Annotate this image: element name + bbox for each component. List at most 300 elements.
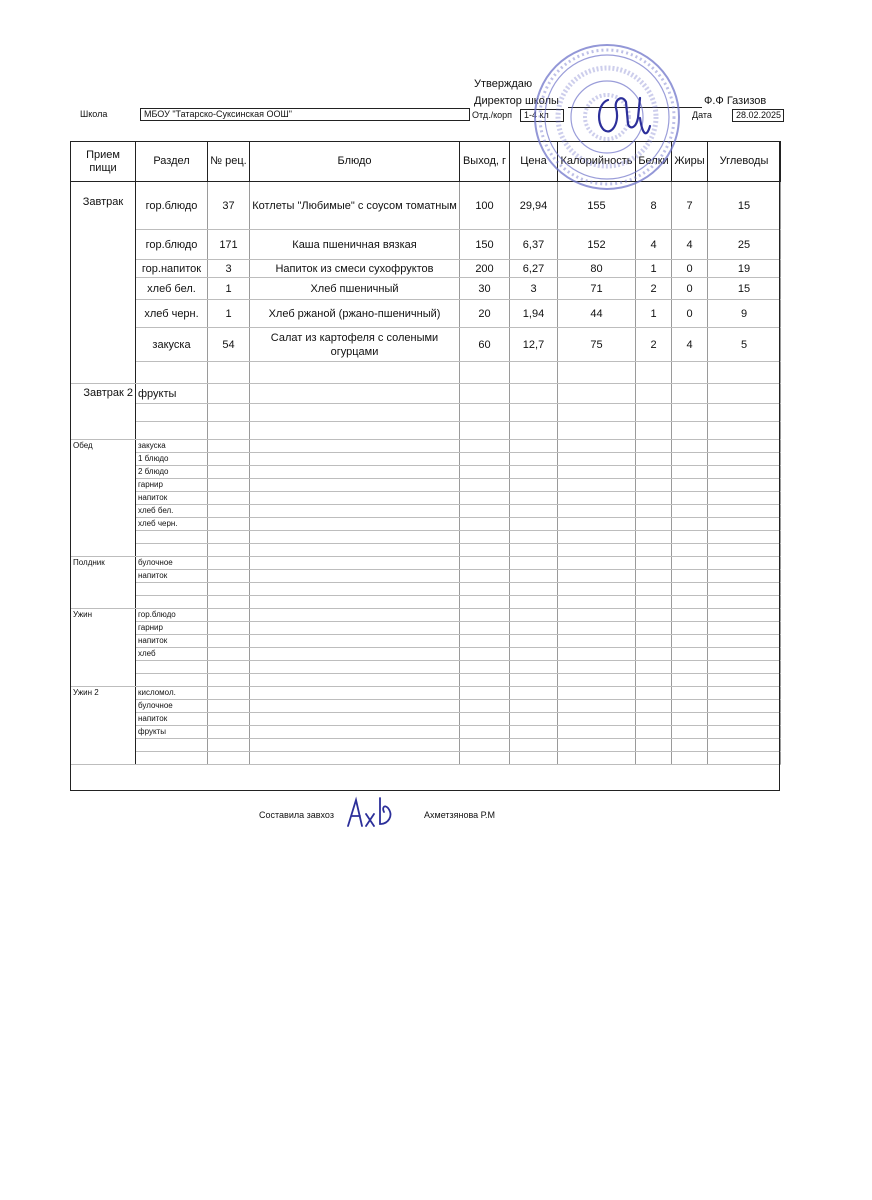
empty-cell <box>636 570 672 583</box>
empty-cell <box>636 583 672 596</box>
empty-cell <box>636 505 672 518</box>
meal-label: Обед <box>71 440 136 557</box>
empty-cell <box>510 544 558 557</box>
empty-cell <box>208 505 250 518</box>
empty-cell <box>558 362 636 384</box>
empty-cell <box>672 422 708 440</box>
director-name: Ф.Ф Газизов <box>704 95 767 107</box>
col-dish: Блюдо <box>250 142 460 182</box>
compiled-signature <box>344 794 402 834</box>
empty-cell <box>250 492 460 505</box>
empty-cell <box>208 362 250 384</box>
table-row <box>71 557 781 570</box>
table-row <box>71 466 781 479</box>
empty-cell <box>636 752 672 765</box>
table-row <box>71 726 781 739</box>
cell-carbs: 15 <box>708 182 781 230</box>
empty-cell <box>510 479 558 492</box>
empty-cell <box>208 739 250 752</box>
table-row <box>71 260 781 278</box>
empty-cell <box>672 440 708 453</box>
empty-cell <box>136 531 208 544</box>
empty-cell <box>208 635 250 648</box>
empty-cell <box>460 492 510 505</box>
empty-cell <box>672 674 708 687</box>
empty-cell <box>510 570 558 583</box>
empty-cell <box>708 518 781 531</box>
empty-cell <box>558 583 636 596</box>
cell-rec: 1 <box>208 278 250 300</box>
empty-cell <box>460 422 510 440</box>
empty-cell <box>636 492 672 505</box>
empty-cell <box>136 422 208 440</box>
empty-cell <box>558 557 636 570</box>
cell-fat: 0 <box>672 260 708 278</box>
empty-cell <box>672 700 708 713</box>
empty-cell <box>250 479 460 492</box>
empty-cell <box>708 687 781 700</box>
empty-cell <box>558 713 636 726</box>
empty-cell <box>510 422 558 440</box>
empty-cell <box>460 570 510 583</box>
cell-carbs: 25 <box>708 230 781 260</box>
empty-cell <box>208 713 250 726</box>
meal-label: Ужин 2 <box>71 687 136 765</box>
empty-cell <box>250 674 460 687</box>
cell-yield: 100 <box>460 182 510 230</box>
empty-cell <box>708 440 781 453</box>
table-row <box>71 278 781 300</box>
empty-cell <box>672 609 708 622</box>
empty-cell <box>672 661 708 674</box>
col-fat: Жиры <box>672 142 708 182</box>
empty-cell <box>636 596 672 609</box>
cell-price: 3 <box>510 278 558 300</box>
empty-cell <box>208 570 250 583</box>
empty-cell <box>208 466 250 479</box>
empty-cell <box>510 674 558 687</box>
empty-cell <box>136 674 208 687</box>
empty-cell <box>636 544 672 557</box>
empty-cell <box>208 687 250 700</box>
table-row <box>71 674 781 687</box>
empty-cell <box>708 635 781 648</box>
cell-kcal: 155 <box>558 182 636 230</box>
empty-cell <box>672 739 708 752</box>
compiled-label: Составила завхоз <box>259 810 334 820</box>
empty-cell <box>672 570 708 583</box>
empty-cell <box>708 622 781 635</box>
table-row <box>71 518 781 531</box>
empty-cell <box>672 362 708 384</box>
col-price: Цена <box>510 142 558 182</box>
cell-price: 6,37 <box>510 230 558 260</box>
empty-cell <box>708 661 781 674</box>
empty-cell <box>460 700 510 713</box>
empty-cell <box>708 453 781 466</box>
empty-cell <box>460 518 510 531</box>
table-row <box>71 596 781 609</box>
cell-rec: 3 <box>208 260 250 278</box>
cell-yield: 30 <box>460 278 510 300</box>
section-label: булочное <box>136 700 208 713</box>
empty-cell <box>510 622 558 635</box>
empty-cell <box>460 661 510 674</box>
empty-cell <box>250 531 460 544</box>
empty-cell <box>460 687 510 700</box>
empty-cell <box>208 492 250 505</box>
dinner-block <box>71 609 781 687</box>
table-row <box>71 453 781 466</box>
empty-cell <box>136 362 208 384</box>
meal-label: Полдник <box>71 557 136 609</box>
empty-cell <box>708 726 781 739</box>
date-label: Дата <box>692 110 712 120</box>
table-row <box>71 404 781 422</box>
empty-cell <box>510 648 558 661</box>
empty-cell <box>672 557 708 570</box>
empty-cell <box>208 674 250 687</box>
meal-label: Ужин <box>71 609 136 687</box>
empty-cell <box>558 404 636 422</box>
meal-label: Завтрак <box>71 182 136 384</box>
cell-section: гор.блюдо <box>136 182 208 230</box>
cell-carbs: 15 <box>708 278 781 300</box>
cell-price: 12,7 <box>510 328 558 362</box>
cell-fat: 4 <box>672 230 708 260</box>
empty-cell <box>672 384 708 404</box>
school-label: Школа <box>80 109 108 119</box>
empty-cell <box>672 479 708 492</box>
table-row <box>71 752 781 765</box>
table-row <box>71 583 781 596</box>
cell-price: 1,94 <box>510 300 558 328</box>
empty-cell <box>672 453 708 466</box>
table-row <box>71 384 781 404</box>
date-field: 28.02.2025 <box>732 109 784 122</box>
cell-rec: 54 <box>208 328 250 362</box>
empty-cell <box>672 687 708 700</box>
empty-cell <box>708 739 781 752</box>
empty-cell <box>636 635 672 648</box>
empty-cell <box>136 544 208 557</box>
empty-cell <box>636 404 672 422</box>
empty-cell <box>636 739 672 752</box>
empty-cell <box>460 404 510 422</box>
empty-cell <box>250 453 460 466</box>
col-recipe: № рец. <box>208 142 250 182</box>
empty-cell <box>136 739 208 752</box>
empty-cell <box>672 531 708 544</box>
empty-cell <box>250 583 460 596</box>
cell-kcal: 152 <box>558 230 636 260</box>
col-protein: Белки <box>636 142 672 182</box>
section-label: гарнир <box>136 622 208 635</box>
empty-cell <box>460 648 510 661</box>
cell-yield: 200 <box>460 260 510 278</box>
empty-cell <box>510 557 558 570</box>
section-label: кисломол. <box>136 687 208 700</box>
cell-carbs: 19 <box>708 260 781 278</box>
cell-section: гор.блюдо <box>136 230 208 260</box>
table-row <box>71 440 781 453</box>
section-label: гарнир <box>136 479 208 492</box>
empty-cell <box>636 726 672 739</box>
empty-cell <box>136 752 208 765</box>
empty-cell <box>510 505 558 518</box>
empty-cell <box>250 609 460 622</box>
empty-cell <box>558 687 636 700</box>
empty-cell <box>510 700 558 713</box>
empty-cell <box>250 752 460 765</box>
empty-cell <box>636 557 672 570</box>
empty-cell <box>250 596 460 609</box>
empty-cell <box>672 466 708 479</box>
empty-cell <box>636 674 672 687</box>
empty-cell <box>460 453 510 466</box>
empty-cell <box>510 404 558 422</box>
empty-cell <box>250 622 460 635</box>
empty-cell <box>208 531 250 544</box>
cell-carbs: 9 <box>708 300 781 328</box>
empty-cell <box>672 492 708 505</box>
empty-cell <box>460 557 510 570</box>
empty-cell <box>250 739 460 752</box>
cell-section: гор.напиток <box>136 260 208 278</box>
empty-cell <box>636 453 672 466</box>
empty-cell <box>460 466 510 479</box>
empty-cell <box>510 687 558 700</box>
empty-cell <box>136 661 208 674</box>
table-row <box>71 609 781 622</box>
empty-cell <box>460 505 510 518</box>
cell-dish: Салат из картофеля с солеными огурцами <box>250 328 460 362</box>
cell-dish: Хлеб пшеничный <box>250 278 460 300</box>
cell-fat: 0 <box>672 278 708 300</box>
empty-cell <box>510 362 558 384</box>
empty-cell <box>510 518 558 531</box>
empty-cell <box>510 440 558 453</box>
empty-cell <box>708 596 781 609</box>
empty-cell <box>208 648 250 661</box>
empty-cell <box>558 492 636 505</box>
empty-cell <box>558 661 636 674</box>
empty-cell <box>208 440 250 453</box>
empty-cell <box>672 622 708 635</box>
empty-cell <box>208 583 250 596</box>
empty-cell <box>636 362 672 384</box>
empty-cell <box>558 622 636 635</box>
empty-cell <box>250 661 460 674</box>
cell-kcal: 80 <box>558 260 636 278</box>
empty-cell <box>558 739 636 752</box>
empty-cell <box>208 622 250 635</box>
cell-protein: 1 <box>636 260 672 278</box>
empty-cell <box>558 479 636 492</box>
table-row <box>71 505 781 518</box>
cell-yield: 60 <box>460 328 510 362</box>
empty-cell <box>250 384 460 404</box>
empty-cell <box>558 466 636 479</box>
cell-protein: 4 <box>636 230 672 260</box>
empty-cell <box>250 466 460 479</box>
empty-cell <box>558 674 636 687</box>
empty-cell <box>636 648 672 661</box>
empty-cell <box>460 739 510 752</box>
empty-cell <box>208 518 250 531</box>
empty-cell <box>672 648 708 661</box>
cell-kcal: 75 <box>558 328 636 362</box>
table-row <box>71 479 781 492</box>
empty-cell <box>672 596 708 609</box>
menu-table <box>70 141 781 765</box>
cell-dish: Напиток из смеси сухофруктов <box>250 260 460 278</box>
empty-cell <box>708 404 781 422</box>
empty-cell <box>636 422 672 440</box>
empty-cell <box>460 622 510 635</box>
empty-cell <box>636 479 672 492</box>
empty-cell <box>208 752 250 765</box>
empty-cell <box>250 440 460 453</box>
cell-section: закуска <box>136 328 208 362</box>
snack-block <box>71 557 781 609</box>
empty-cell <box>708 674 781 687</box>
empty-cell <box>460 635 510 648</box>
empty-cell <box>708 570 781 583</box>
dinner2-block <box>71 687 781 765</box>
empty-cell <box>708 479 781 492</box>
empty-cell <box>136 583 208 596</box>
empty-cell <box>510 609 558 622</box>
table-row <box>71 739 781 752</box>
empty-cell <box>460 674 510 687</box>
empty-cell <box>208 557 250 570</box>
empty-cell <box>250 544 460 557</box>
empty-cell <box>708 422 781 440</box>
empty-cell <box>250 648 460 661</box>
cell-dish: Каша пшеничная вязкая <box>250 230 460 260</box>
section-label: напиток <box>136 635 208 648</box>
empty-cell <box>136 596 208 609</box>
table-row <box>71 422 781 440</box>
empty-cell <box>708 492 781 505</box>
empty-cell <box>558 544 636 557</box>
empty-cell <box>510 726 558 739</box>
empty-cell <box>708 544 781 557</box>
empty-cell <box>460 544 510 557</box>
empty-cell <box>636 531 672 544</box>
section-label: напиток <box>136 570 208 583</box>
empty-cell <box>636 466 672 479</box>
table-row <box>71 531 781 544</box>
empty-cell <box>708 531 781 544</box>
approve-text: Утверждаю <box>474 78 533 90</box>
director-label: Директор школы <box>474 95 559 107</box>
empty-cell <box>708 609 781 622</box>
cell-carbs: 5 <box>708 328 781 362</box>
empty-cell <box>510 661 558 674</box>
table-row <box>71 544 781 557</box>
empty-cell <box>136 404 208 422</box>
empty-cell <box>558 531 636 544</box>
cell-dish: Котлеты "Любимые" с соусом томатным <box>250 182 460 230</box>
empty-cell <box>558 700 636 713</box>
empty-cell <box>250 700 460 713</box>
cell-kcal: 71 <box>558 278 636 300</box>
empty-cell <box>558 440 636 453</box>
col-carbs: Углеводы <box>708 142 781 182</box>
empty-cell <box>208 596 250 609</box>
col-kcal: Калорийность <box>558 142 636 182</box>
col-yield: Выход, г <box>460 142 510 182</box>
section-label: закуска <box>136 440 208 453</box>
empty-cell <box>208 384 250 404</box>
cell-kcal: 44 <box>558 300 636 328</box>
section-label: фрукты <box>136 726 208 739</box>
lunch-block <box>71 440 781 557</box>
cell-fat: 7 <box>672 182 708 230</box>
empty-cell <box>460 440 510 453</box>
empty-cell <box>558 570 636 583</box>
empty-cell <box>708 384 781 404</box>
empty-cell <box>708 700 781 713</box>
empty-cell <box>672 518 708 531</box>
cell-rec: 171 <box>208 230 250 260</box>
empty-cell <box>708 362 781 384</box>
table-row <box>71 362 781 384</box>
section-label: гор.блюдо <box>136 609 208 622</box>
empty-cell <box>250 422 460 440</box>
cell-yield: 150 <box>460 230 510 260</box>
empty-cell <box>208 700 250 713</box>
empty-cell <box>510 384 558 404</box>
empty-cell <box>460 583 510 596</box>
empty-cell <box>510 752 558 765</box>
table-row <box>71 661 781 674</box>
empty-cell <box>460 384 510 404</box>
empty-cell <box>250 404 460 422</box>
empty-cell <box>460 479 510 492</box>
director-signature <box>590 78 660 148</box>
empty-cell <box>672 713 708 726</box>
section-label: 2 блюдо <box>136 466 208 479</box>
empty-cell <box>558 518 636 531</box>
cell-price: 29,94 <box>510 182 558 230</box>
cell-protein: 1 <box>636 300 672 328</box>
empty-cell <box>510 583 558 596</box>
empty-cell <box>208 544 250 557</box>
empty-cell <box>672 505 708 518</box>
empty-cell <box>672 583 708 596</box>
empty-cell <box>636 622 672 635</box>
compiled-name: Ахметзянова Р.М <box>424 810 495 820</box>
empty-cell <box>558 422 636 440</box>
empty-cell <box>460 596 510 609</box>
empty-cell <box>672 752 708 765</box>
empty-cell <box>708 752 781 765</box>
empty-cell <box>460 362 510 384</box>
empty-cell <box>510 531 558 544</box>
meal-label: Завтрак 2 <box>71 384 136 440</box>
cell-protein: 2 <box>636 278 672 300</box>
empty-cell <box>558 648 636 661</box>
table-row <box>71 230 781 260</box>
empty-cell <box>250 713 460 726</box>
empty-cell <box>250 726 460 739</box>
empty-cell <box>558 505 636 518</box>
cell-protein: 8 <box>636 182 672 230</box>
cell-fat: 0 <box>672 300 708 328</box>
